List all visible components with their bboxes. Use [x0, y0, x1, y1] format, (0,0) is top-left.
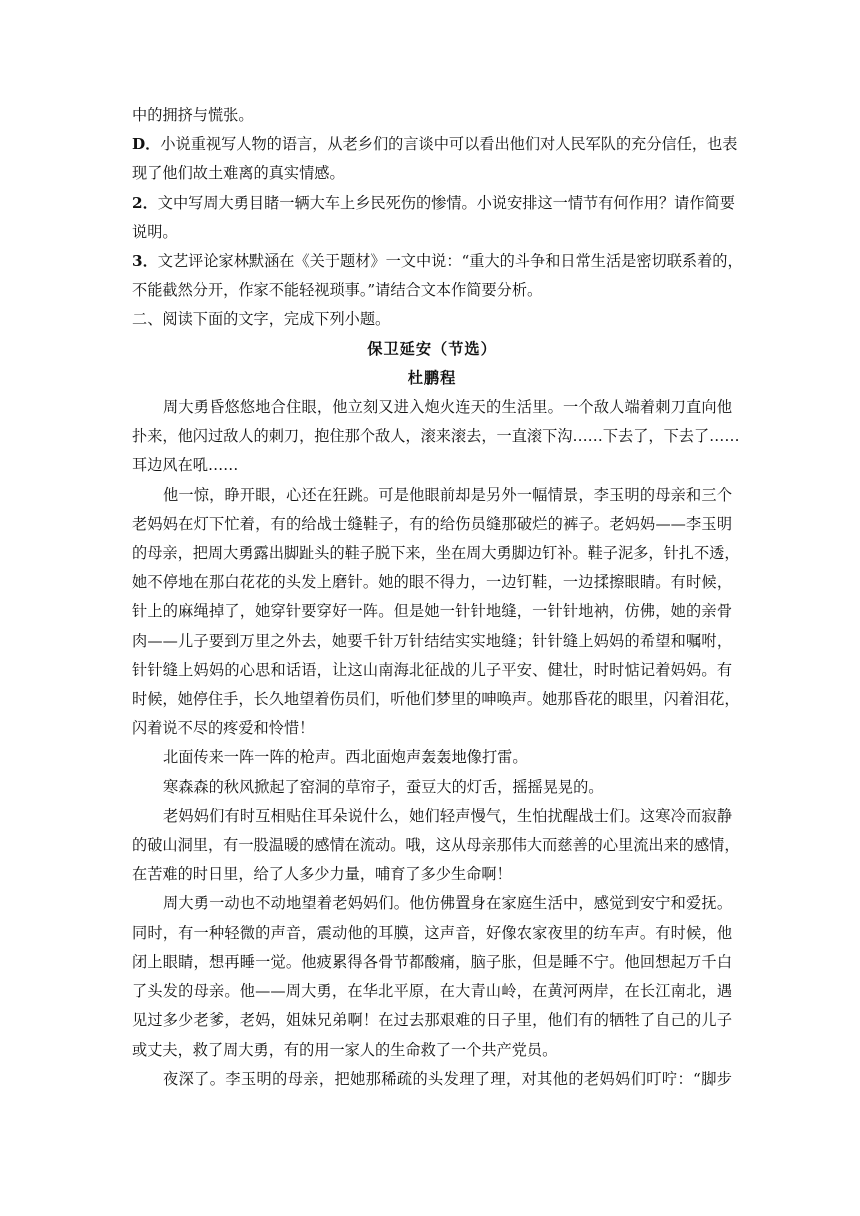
paragraph-line: 见过多少老爹，老妈，姐妹兄弟啊！在过去那艰难的日子里，他们有的牺牲了自己的儿子	[132, 1011, 732, 1030]
paragraph-line: 扑来，他闪过敌人的刺刀，抱住那个敌人，滚来滚去，一直滚下沟……下去了，下去了……	[132, 427, 740, 446]
option-d	[132, 130, 738, 159]
paragraph-line: 他一惊，睁开眼，心还在狂跳。可是他眼前却是另外一幅情景，李玉明的母亲和三个	[163, 485, 732, 504]
option-d-cont: 现了他们故土难离的真实情感。	[132, 164, 345, 183]
option-d-text: 小说重视写人物的语言，从老乡们的言谈中可以看出他们对人民军队的充分信任，也表	[160, 135, 738, 154]
paragraph-line: 的母亲，把周大勇露出脚趾头的鞋子脱下来，坐在周大勇脚边钉补。鞋子泥多，针扎不透，	[132, 544, 740, 563]
paragraph-line: 针针缝上妈妈的心思和话语，让这山南海北征战的儿子平安、健壮，时时惦记着妈妈。有	[132, 660, 732, 679]
paragraph-line: 周大勇昏悠悠地合住眼，他立刻又进入炮火连天的生活里。一个敌人端着刺刀直向他	[163, 398, 732, 417]
section-heading: 二、阅读下面的文字，完成下列小题。	[132, 310, 391, 329]
question-3-text: 文艺评论家林默涵在《关于题材》一文中说：“重大的斗争和日常生活是密切联系着的，	[157, 252, 743, 271]
paragraph-line: 闪着说不尽的疼爱和怜惜！	[132, 719, 315, 738]
passage-author: 杜鹏程	[407, 368, 457, 387]
paragraph-line: 或丈夫，救了周大勇，有的用一家人的生命救了一个共产党员。	[132, 1040, 558, 1059]
paragraph-line: 老妈妈在灯下忙着，有的给战士缝鞋子，有的给伤员缝那破烂的裤子。老妈妈——李玉明	[132, 514, 732, 533]
passage-title: 保卫延安（节选）	[367, 339, 497, 358]
paragraph-line: 夜深了。李玉明的母亲，把她那稀疏的头发理了理，对其他的老妈妈们叮咛：“脚步	[163, 1069, 732, 1088]
paragraph-line: 肉——儿子要到万里之外去，她要千针万针结结实实地缝；针针缝上妈妈的希望和嘱咐，	[132, 631, 732, 650]
paragraph-line: 北面传来一阵一阵的枪声。西北面炮声轰轰地像打雷。	[163, 748, 528, 767]
question-2	[132, 189, 735, 218]
paragraph-line: 闭上眼睛，想再睡一觉。他疲累得各骨节都酸痛，脑子胀，但是睡不宁。他回想起万千白	[132, 952, 732, 971]
paragraph-line: 周大勇一动也不动地望着老妈妈们。他仿佛置身在家庭生活中，感觉到安宁和爱抚。	[163, 894, 732, 913]
question-2-text: 文中写周大勇目睹一辆大车上乡民死伤的惨情。小说安排这一情节有何作用？请作简要	[157, 193, 735, 212]
paragraph-line: 同时，有一种轻微的声音，震动他的耳膜，这声音，好像农家夜里的纺车声。有时候，他	[132, 923, 732, 942]
question-3-label: 3．	[132, 252, 158, 271]
paragraph-line: 她不停地在那白花花的头发上磨针。她的眼不得力，一边钉鞋，一边揉擦眼睛。有时候，	[132, 573, 732, 592]
paragraph-line: 寒森森的秋风掀起了窑洞的草帘子，蚕豆大的灯舌，摇摇晃晃的。	[163, 777, 604, 796]
paragraph-line: 针上的麻绳掉了，她穿针要穿好一阵。但是她一针针地缝，一针针地衲，仿佛，她的亲骨	[132, 602, 732, 621]
question-3	[132, 247, 743, 276]
option-d-label: D．	[132, 135, 161, 154]
paragraph-line: 在苦难的时日里，给了人多少力量，哺育了多少生命啊！	[132, 865, 512, 884]
paragraph-line: 的破山洞里，有一股温暖的感情在流动。哦，这从母亲那伟大而慈善的心里流出来的感情，	[132, 836, 740, 855]
paragraph-line: 时候，她停住手，长久地望着伤员们，听他们梦里的呻唤声。她那昏花的眼里，闪着泪花，	[132, 690, 740, 709]
question-2-label: 2．	[132, 193, 158, 212]
q1-tail-line: 中的拥挤与慌张。	[132, 106, 254, 124]
question-3-cont: 不能截然分开，作家不能轻视琐事。”请结合文本作简要分析。	[132, 281, 543, 300]
document-page	[132, 101, 743, 1094]
question-2-cont: 说明。	[132, 222, 178, 241]
paragraph-line: 老妈妈们有时互相贴住耳朵说什么，她们轻声慢气，生怕扰醒战士们。这寒冷而寂静	[163, 806, 732, 825]
paragraph-line: 耳边风在吼……	[132, 456, 239, 475]
paragraph-line: 了头发的母亲。他——周大勇，在华北平原，在大青山岭，在黄河两岸，在长江南北，遇	[132, 982, 732, 1001]
